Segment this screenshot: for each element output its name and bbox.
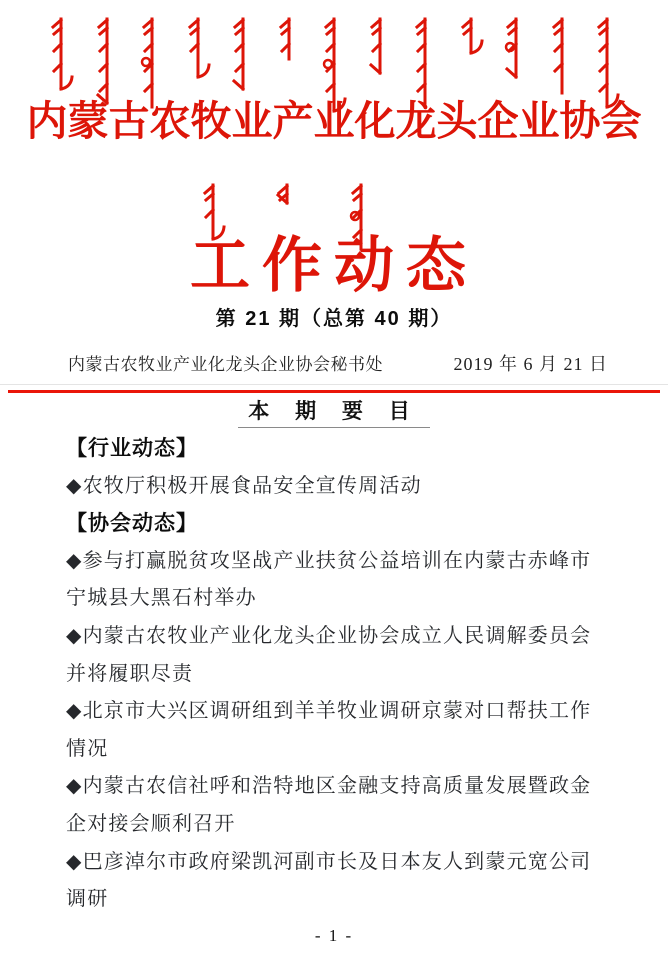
contents-heading-wrap <box>0 395 668 428</box>
publish-date: 2019 年 6 月 21 日 <box>453 354 608 374</box>
toc-item: ◆农牧厅积极开展食品安全宣传周活动 <box>66 474 422 497</box>
contents-heading: 本 期 要 目 <box>238 395 430 428</box>
contents-list <box>66 430 606 919</box>
section-label: 【协会动态】 <box>66 512 198 536</box>
publisher-row <box>68 350 608 376</box>
toc-item: ◆参与打赢脱贫攻坚战产业扶贫公益培训在内蒙古赤峰市 宁城县大黑石村举办 <box>66 549 592 610</box>
divider-faint <box>0 384 668 385</box>
mongolian-script-glyph <box>549 14 575 96</box>
mongolian-script-glyph <box>276 14 302 62</box>
toc-item: ◆北京市大兴区调研组到羊羊牧业调研京蒙对口帮扶工作 情况 <box>66 700 592 760</box>
mongolian-script-glyph <box>367 14 393 76</box>
publisher-name: 内蒙古农牧业产业化龙头企业协会秘书处 <box>68 355 383 374</box>
mongolian-script-glyph <box>230 14 256 92</box>
toc-item: ◆巴彦淖尔市政府梁凯河副市长及日本友人到蒙元宽公司 调研 <box>66 850 592 911</box>
mongolian-script-glyph <box>48 14 74 92</box>
bulletin-title: 工作动态 <box>190 233 478 299</box>
divider-red-rule <box>8 390 660 393</box>
mongolian-script-glyph <box>274 180 300 206</box>
mongolian-script-glyph <box>458 14 484 56</box>
issue-number: 第 21 期（总第 40 期） <box>215 308 453 330</box>
toc-item: ◆内蒙古农牧业产业化龙头企业协会成立人民调解委员会 并将履职尽责 <box>66 624 592 685</box>
mongolian-script-glyph <box>185 14 211 80</box>
mongolian-script-glyph <box>503 14 529 80</box>
section-label: 【行业动态】 <box>66 437 198 460</box>
organization-title: 内蒙古农牧业产业化龙头企业协会 <box>26 98 642 144</box>
page-number: - 1 - <box>314 926 354 945</box>
toc-item: ◆内蒙古农信社呼和浩特地区金融支持高质量发展暨政金 企对接会顺利召开 <box>66 775 592 835</box>
